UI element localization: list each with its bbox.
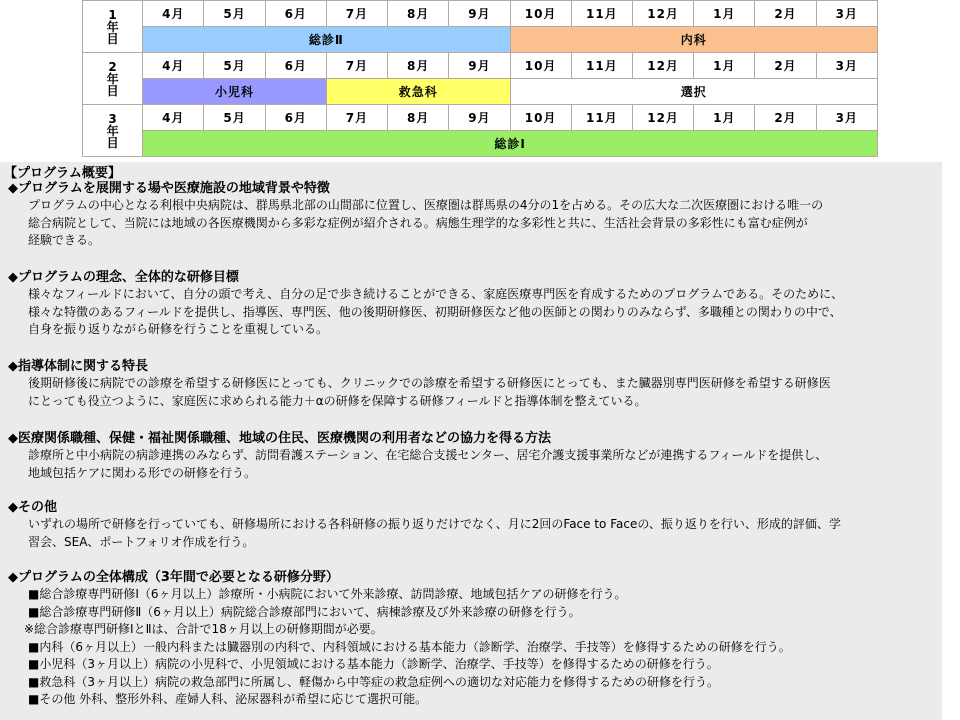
year2-label: 2 年 目 [83, 53, 143, 105]
month-cell: 2月 [755, 53, 816, 79]
structure-item-internal: ■内科（6ヶ月以上）一般内科または臓器別の内科で、内科領域における基本能力（診断学、治療学、手技等）を修得するための研修を行う。 [28, 639, 791, 654]
section-cooperation [8, 430, 938, 482]
month-cell: 11月 [571, 53, 632, 79]
month-cell: 4月 [143, 53, 204, 79]
month-cell: 7月 [326, 1, 387, 27]
section-heading: ◆指導体制に関する特長 [8, 359, 148, 374]
month-cell: 1月 [694, 105, 755, 131]
section-body [8, 447, 938, 482]
month-cell: 3月 [816, 53, 877, 79]
body-line: 診療所と中小病院の病診連携のみならず、訪問看護ステーション、在宅総合支援センター、居宅介護支援事業所などが連携するフィールドを提供し、 [28, 448, 828, 462]
month-cell: 8月 [388, 1, 449, 27]
year2-months-row [83, 53, 878, 79]
month-cell: 4月 [143, 105, 204, 131]
body-line: 習会、SEA、ポートフォリオ作成を行う。 [28, 534, 255, 549]
body-line: にとっても役立つように、家庭医に求められる能力＋αの研修を保障する研修フィールドと指導体制を整えている。 [28, 393, 647, 408]
month-cell: 11月 [571, 105, 632, 131]
year3-label: 3 年 目 [83, 105, 143, 157]
body-line: 様々な特徴のあるフィールドを提供し、指導医、専門医、他の後期研修医、初期研修医など他の医師との関わりのみならず、多職種との関わりの中で、 [28, 304, 842, 319]
section-body [8, 197, 938, 250]
month-cell: 8月 [388, 105, 449, 131]
month-cell: 4月 [143, 1, 204, 27]
section-body [8, 516, 938, 551]
section-heading: ◆プログラムの全体構成（3年間で必要となる研修分野） [8, 570, 339, 585]
overview-title: 【プログラム概要】 [4, 166, 121, 181]
month-cell: 9月 [449, 1, 510, 27]
month-cell: 10月 [510, 53, 571, 79]
rotation-pediatrics: 小児科 [143, 79, 327, 105]
structure-item-other: ■その他 外科、整形外科、産婦人科、泌尿器科が希望に応じて選択可能。 [28, 692, 428, 706]
section-heading: ◆プログラムを展開する場や医療施設の地域背景や特徴 [8, 181, 330, 196]
month-cell: 6月 [265, 53, 326, 79]
rotation-schedule-table [82, 0, 878, 157]
month-cell: 9月 [449, 53, 510, 79]
year2-rotation-row [83, 79, 878, 105]
body-line: 後期研修後に病院での診療を希望する研修医にとっても、クリニックでの診療を希望する研修医にとっても、また臓器別専門医研修を希望する研修医 [28, 376, 831, 390]
body-line: 様々なフィールドにおいて、自分の頭で考え、自分の足で歩き続けることができる、家庭医療専門医を育成するためのプログラムである。そのために、 [28, 287, 844, 301]
section-supervision [8, 358, 938, 410]
rotation-general-medicine-2: 総診Ⅱ [143, 27, 510, 53]
structure-note: ※総合診療専門研修ⅠとⅡは、合計で18ヶ月以上の研修期間が必要。 [24, 622, 383, 636]
section-body [8, 375, 938, 410]
section-program-structure [8, 569, 938, 709]
month-cell: 3月 [816, 105, 877, 131]
month-cell: 5月 [204, 105, 265, 131]
month-cell: 2月 [755, 1, 816, 27]
month-cell: 1月 [694, 1, 755, 27]
body-line: 地域包括ケアに関わる形での研修を行う。 [28, 465, 257, 480]
rotation-elective: 選択 [510, 79, 877, 105]
year1-months-row [83, 1, 878, 27]
month-cell: 11月 [571, 1, 632, 27]
month-cell: 12月 [632, 53, 693, 79]
month-cell: 10月 [510, 105, 571, 131]
month-cell: 5月 [204, 53, 265, 79]
year1-rotation-row [83, 27, 878, 53]
rotation-general-medicine-1: 総診Ⅰ [143, 131, 878, 157]
section-other [8, 499, 938, 551]
section-body [8, 286, 938, 339]
structure-item-emergency: ■救急科（3ヶ月以上）病院の救急部門に所属し、軽傷から中等症の救急症例への適切な対応能力を修得するための研修を行う。 [28, 674, 719, 689]
year1-label: 1 年 目 [83, 1, 143, 53]
section-heading: ◆その他 [8, 500, 57, 515]
month-cell: 5月 [204, 1, 265, 27]
body-line: いずれの場所で研修を行っていても、研修場所における各科研修の振り返りだけでなく、月に2回のFace to Faceの、振り返りを行い、形成的評価、学 [28, 517, 841, 531]
month-cell: 6月 [265, 1, 326, 27]
month-cell: 10月 [510, 1, 571, 27]
month-cell: 9月 [449, 105, 510, 131]
month-cell: 6月 [265, 105, 326, 131]
section-heading: ◆医療関係職種、保健・福祉関係職種、地域の住民、医療機関の利用者などの協力を得る方法 [8, 431, 551, 446]
section-philosophy-goals [8, 269, 938, 339]
month-cell: 8月 [388, 53, 449, 79]
year3-rotation-row [83, 131, 878, 157]
month-cell: 7月 [326, 105, 387, 131]
year3-months-row [83, 105, 878, 131]
month-cell: 12月 [632, 1, 693, 27]
section-heading: ◆プログラムの理念、全体的な研修目標 [8, 270, 239, 285]
body-line: プログラムの中心となる利根中央病院は、群馬県北部の山間部に位置し、医療圏は群馬県の4分の1を占める。その広大な二次医療圏における唯一の [28, 198, 824, 212]
month-cell: 3月 [816, 1, 877, 27]
rotation-internal-medicine: 内科 [510, 27, 877, 53]
structure-item-general-2: ■総合診療専門研修Ⅱ（6ヶ月以上）病院総合診療部門において、病棟診療及び外来診療の研修を行う。 [28, 604, 581, 619]
month-cell: 7月 [326, 53, 387, 79]
body-line: 総合病院として、当院には地域の各医療機関から多彩な症例が紹介される。病態生理学的な多彩性と共に、生活社会背景の多彩性にも富む症例が [28, 215, 808, 230]
month-cell: 12月 [632, 105, 693, 131]
program-overview [0, 162, 942, 720]
structure-item-general-1: ■総合診療専門研修Ⅰ（6ヶ月以上）診療所・小病院において外来診療、訪問診療、地域包括ケアの研修を行う。 [28, 587, 627, 601]
month-cell: 2月 [755, 105, 816, 131]
month-cell: 1月 [694, 53, 755, 79]
rotation-emergency: 救急科 [326, 79, 510, 105]
structure-item-pediatrics: ■小児科（3ヶ月以上）病院の小児科で、小児領域における基本能力（診断学、治療学、手技等）を修得するための研修を行う。 [28, 657, 719, 671]
section-regional-background [8, 180, 938, 250]
body-line: 経験できる。 [28, 233, 101, 247]
body-line: 自身を振り返りながら研修を行うことを重視している。 [28, 322, 329, 336]
